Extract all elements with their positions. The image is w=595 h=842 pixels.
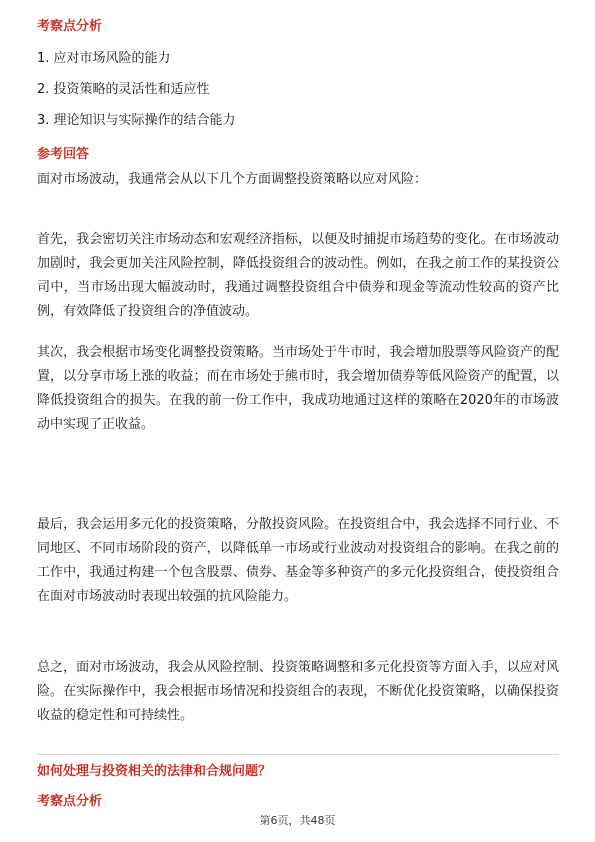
analysis-point-3: 3. 理论知识与实际操作的结合能力 [37,113,236,128]
answer-paragraph-text: 最后，我会运用多元化的投资策略，分散投资风险。在投资组合中，我会选择不同行业、不同地区、不同市场阶段的资产，以降低单一市场或行业波动对投资组合的影响。在我之前的工作中，我通过构建一个包含股票、债券、基金等多种资产的多元化投资组合，使投资组合在面对市场波动时表现出较强的抗风险能力。 [37,517,559,604]
answer-paragraph-4 [37,656,559,728]
analysis-point-1: 1. 应对市场风险的能力 [37,51,171,66]
answer-intro [37,168,559,192]
answer-paragraph-text: 总之，面对市场波动，我会从风险控制、投资策略调整和多元化投资等方面入手，以应对风险。在实际操作中，我会根据市场情况和投资组合的表现，不断优化投资策略，以确保投资收益的稳定性和可持续性。 [37,660,559,723]
analysis-point-2: 2. 投资策略的灵活性和适应性 [37,82,210,97]
answer-intro-text: 面对市场波动，我通常会从以下几个方面调整投资策略以应对风险： [37,172,428,187]
next-analysis-heading: 考察点分析 [37,794,103,809]
page-number: 第6页，共48页 [259,814,336,827]
analysis-heading: 考察点分析 [37,19,103,34]
answer-heading: 参考回答 [37,147,90,162]
answer-paragraph-text: 首先，我会密切关注市场动态和宏观经济指标，以便及时捕捉市场趋势的变化。在市场波动加剧时，我会更加关注风险控制，降低投资组合的波动性。例如，在我之前工作的某投资公司中，当市场出现大幅波动时，我通过调整投资组合中债券和现金等流动性较高的资产比例，有效降低了投资组合的净值波动。 [37,232,559,319]
answer-paragraph-3 [37,513,559,609]
next-question-title: 如何处理与投资相关的法律和合规问题？ [37,764,272,779]
answer-paragraph-1 [37,228,559,324]
section-divider [37,754,559,755]
answer-paragraph-2 [37,341,559,437]
answer-paragraph-text: 其次，我会根据市场变化调整投资策略。当市场处于牛市时，我会增加股票等风险资产的配置，以分享市场上涨的收益；而在市场处于熊市时，我会增加债券等低风险资产的配置，以降低投资组合的损失。在我的前一份工作中，我成功地通过这样的策略在2020年的市场波动中实现了正收益。 [37,345,559,432]
